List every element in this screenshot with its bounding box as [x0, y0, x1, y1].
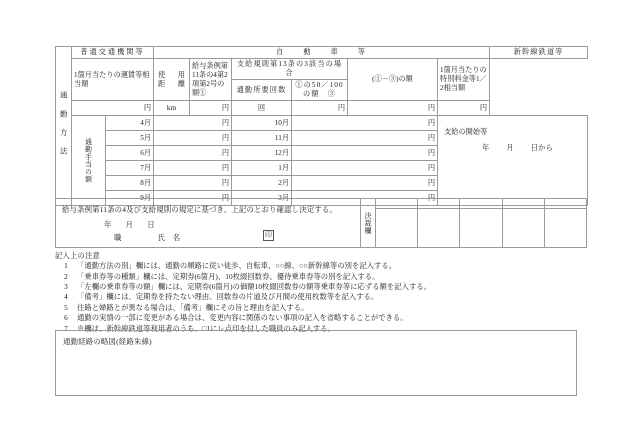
approval-cell-title[interactable] [460, 199, 501, 209]
unit-half-yen: 円 [292, 101, 348, 116]
group-header-car: 自動車等 [154, 47, 490, 59]
approval-cell-title[interactable] [418, 199, 459, 209]
header-ordinance-amount: 給与条例第11条の4第2項第2号の額① [190, 59, 232, 101]
note-number: 4 [64, 292, 68, 302]
route-diagram-label: 通勤経路の略図(経路朱線) [63, 337, 152, 346]
group-header-public-transport: 普通交通機関等 [72, 47, 154, 59]
decision-statement-text: 給与条例第11条の4及び支給規則の規定に基づき、上記のとおり確認し決定する。 [62, 205, 337, 214]
note-text: 「通勤方法の別」欄には、通勤の順路に従い徒歩、自転車、○○線、○○新幹線等の別を記入する。 [77, 261, 397, 271]
header-half-amount: ①の50／100の額 ③ [292, 80, 348, 101]
table-group-header-row [56, 47, 588, 59]
payment-start-title: 支給の開始等 [444, 128, 488, 136]
decision-statement-block [55, 198, 360, 248]
approval-column[interactable] [503, 199, 545, 247]
month-cell-right: 10月 [232, 116, 292, 131]
header-commute-count: 通勤所要回数 [232, 80, 292, 101]
note-item [55, 292, 585, 302]
note-number: 2 [64, 271, 68, 281]
note-item [55, 303, 585, 313]
amount-cell-left[interactable]: 円 [154, 116, 232, 131]
statement-name-label: 氏 名 [157, 233, 181, 242]
amount-cell-right[interactable]: 円 [292, 191, 438, 206]
amount-cell-right[interactable]: 円 [292, 146, 438, 161]
approval-cell-stamp[interactable] [418, 209, 459, 247]
month-cell-left: 4月 [106, 116, 154, 131]
approval-cell-stamp[interactable] [503, 209, 544, 247]
approval-column[interactable] [460, 199, 502, 247]
payment-start-date [444, 144, 581, 153]
month-cell-right: 3月 [232, 191, 292, 206]
table-month-row [56, 116, 588, 131]
unit-diff-yen: 円 [348, 101, 438, 116]
header-distance-label-2: 離 [177, 79, 186, 88]
month-cell-right: 2月 [232, 176, 292, 191]
approval-cell-stamp[interactable] [460, 209, 501, 247]
amount-cell-left[interactable]: 円 [154, 146, 232, 161]
approval-cell-title[interactable] [545, 199, 586, 209]
header-distance-label: 距 [158, 79, 166, 88]
payment-start-year: 年 [482, 144, 490, 152]
month-cell-right: 12月 [232, 146, 292, 161]
month-cell-left: 9月 [106, 191, 154, 206]
decision-statement-date [104, 219, 169, 230]
approval-cell-title[interactable] [376, 199, 417, 209]
header-use-distance [154, 59, 190, 101]
commute-allowance-table [55, 46, 588, 206]
approval-box-label-text: 決裁欄 [364, 211, 372, 235]
amount-cell-left[interactable]: 円 [154, 161, 232, 176]
notes-section [55, 251, 585, 334]
unit-shinkansen-yen: 円 [438, 101, 490, 116]
approval-column[interactable] [376, 199, 418, 247]
note-text: 通勤の実情の一部に変更がある場合は、変更内容に関係のない事項の記入を省略することができる。 [77, 313, 408, 323]
statement-month: 月 [125, 220, 134, 229]
amount-cell-right[interactable]: 円 [292, 176, 438, 191]
note-item [55, 313, 585, 323]
note-text: 「乗車券等の種類」欄には、定期券(6箇月)、10枚綴回数券、優待乗車券等の別を記入する。 [77, 271, 380, 281]
approval-column[interactable] [545, 199, 586, 247]
table-unit-row [56, 101, 588, 116]
month-cell-left: 8月 [106, 176, 154, 191]
approval-box-label [361, 199, 376, 247]
note-text: 往路と婦路とが異なる場合は、「備考」欄にその旨と理由を記入する。 [77, 302, 309, 312]
note-item [55, 272, 585, 282]
header-rule13-case: 支給規則第13条の3該当の場合 [232, 59, 348, 80]
header-public-fare: 1箇月当たりの運賃等相当額 [72, 59, 154, 101]
approval-column[interactable] [418, 199, 460, 247]
approval-cell-stamp[interactable] [376, 209, 417, 247]
note-number: 3 [64, 282, 68, 292]
payment-start-cell [438, 116, 588, 206]
note-item [55, 282, 585, 292]
note-text: 「備考」欄には、定期券を持たない理由、回数券の片道及び月間の使用枚数等を記入する。 [77, 292, 379, 302]
row-label-allowance-amount [72, 116, 106, 206]
header-diff-amount: (①－③)の額 [348, 59, 438, 101]
payment-start-month: 月 [506, 144, 514, 152]
note-text: 「左欄の乗車券等の額」欄には、定期券(6箇月)の価額10枚綴回数券の額等乗車券等に応ずる額を記入する。 [77, 282, 432, 292]
amount-cell-left[interactable]: 円 [154, 131, 232, 146]
note-text: ※欄は、新幹線鉄道等利用者のうち、□1にレ点印を付した職員のみ記入する。 [77, 323, 335, 333]
route-diagram-box[interactable] [55, 330, 577, 396]
statement-job-label: 職 [114, 233, 122, 242]
payment-start-dayfrom: 日から [530, 144, 553, 152]
table-sub-header-row-1 [56, 59, 588, 80]
amount-cell-left[interactable]: 円 [154, 191, 232, 206]
unit-count-kai: 回 [232, 101, 292, 116]
amount-cell-right[interactable]: 円 [292, 131, 438, 146]
approval-box [360, 198, 587, 248]
month-cell-left: 6月 [106, 146, 154, 161]
note-number: 7 [64, 323, 68, 333]
header-use-label-2: 用 [177, 70, 186, 79]
amount-cell-right[interactable]: 円 [292, 116, 438, 131]
month-cell-left: 5月 [106, 131, 154, 146]
approval-cell-stamp[interactable] [545, 209, 586, 247]
row-label-commute-method-text: 通勤方法 [59, 90, 69, 166]
month-cell-left: 7月 [106, 161, 154, 176]
header-use-label: 使 [158, 70, 166, 79]
approval-grid [376, 199, 586, 247]
unit-public-yen: 円 [72, 101, 154, 116]
statement-year: 年 [104, 220, 112, 229]
approval-cell-title[interactable] [503, 199, 544, 209]
statement-day: 日 [147, 220, 155, 229]
seal-stamp-box[interactable]: 印 [265, 231, 272, 239]
row-label-allowance-amount-text: 通勤手当の額 [84, 138, 93, 183]
note-number: 1 [64, 261, 68, 271]
month-cell-right: 1月 [232, 161, 292, 176]
note-number: 6 [64, 313, 68, 323]
unit-ordinance-yen: 円 [190, 101, 232, 116]
decision-statement-name-line [114, 232, 180, 243]
notes-title: 記入上の注意 [55, 251, 100, 260]
note-item [55, 261, 585, 271]
unit-km: km [154, 101, 190, 116]
amount-cell-right[interactable]: 円 [292, 161, 438, 176]
note-number: 5 [64, 302, 68, 312]
amount-cell-left[interactable]: 円 [154, 176, 232, 191]
group-header-shinkansen: 新幹線鉄道等 [490, 47, 588, 59]
row-label-commute-method [56, 47, 72, 206]
month-cell-right: 11月 [232, 131, 292, 146]
header-shinkansen-special: 1箇月当たりの特別料金等1／2相当額 [438, 59, 490, 101]
